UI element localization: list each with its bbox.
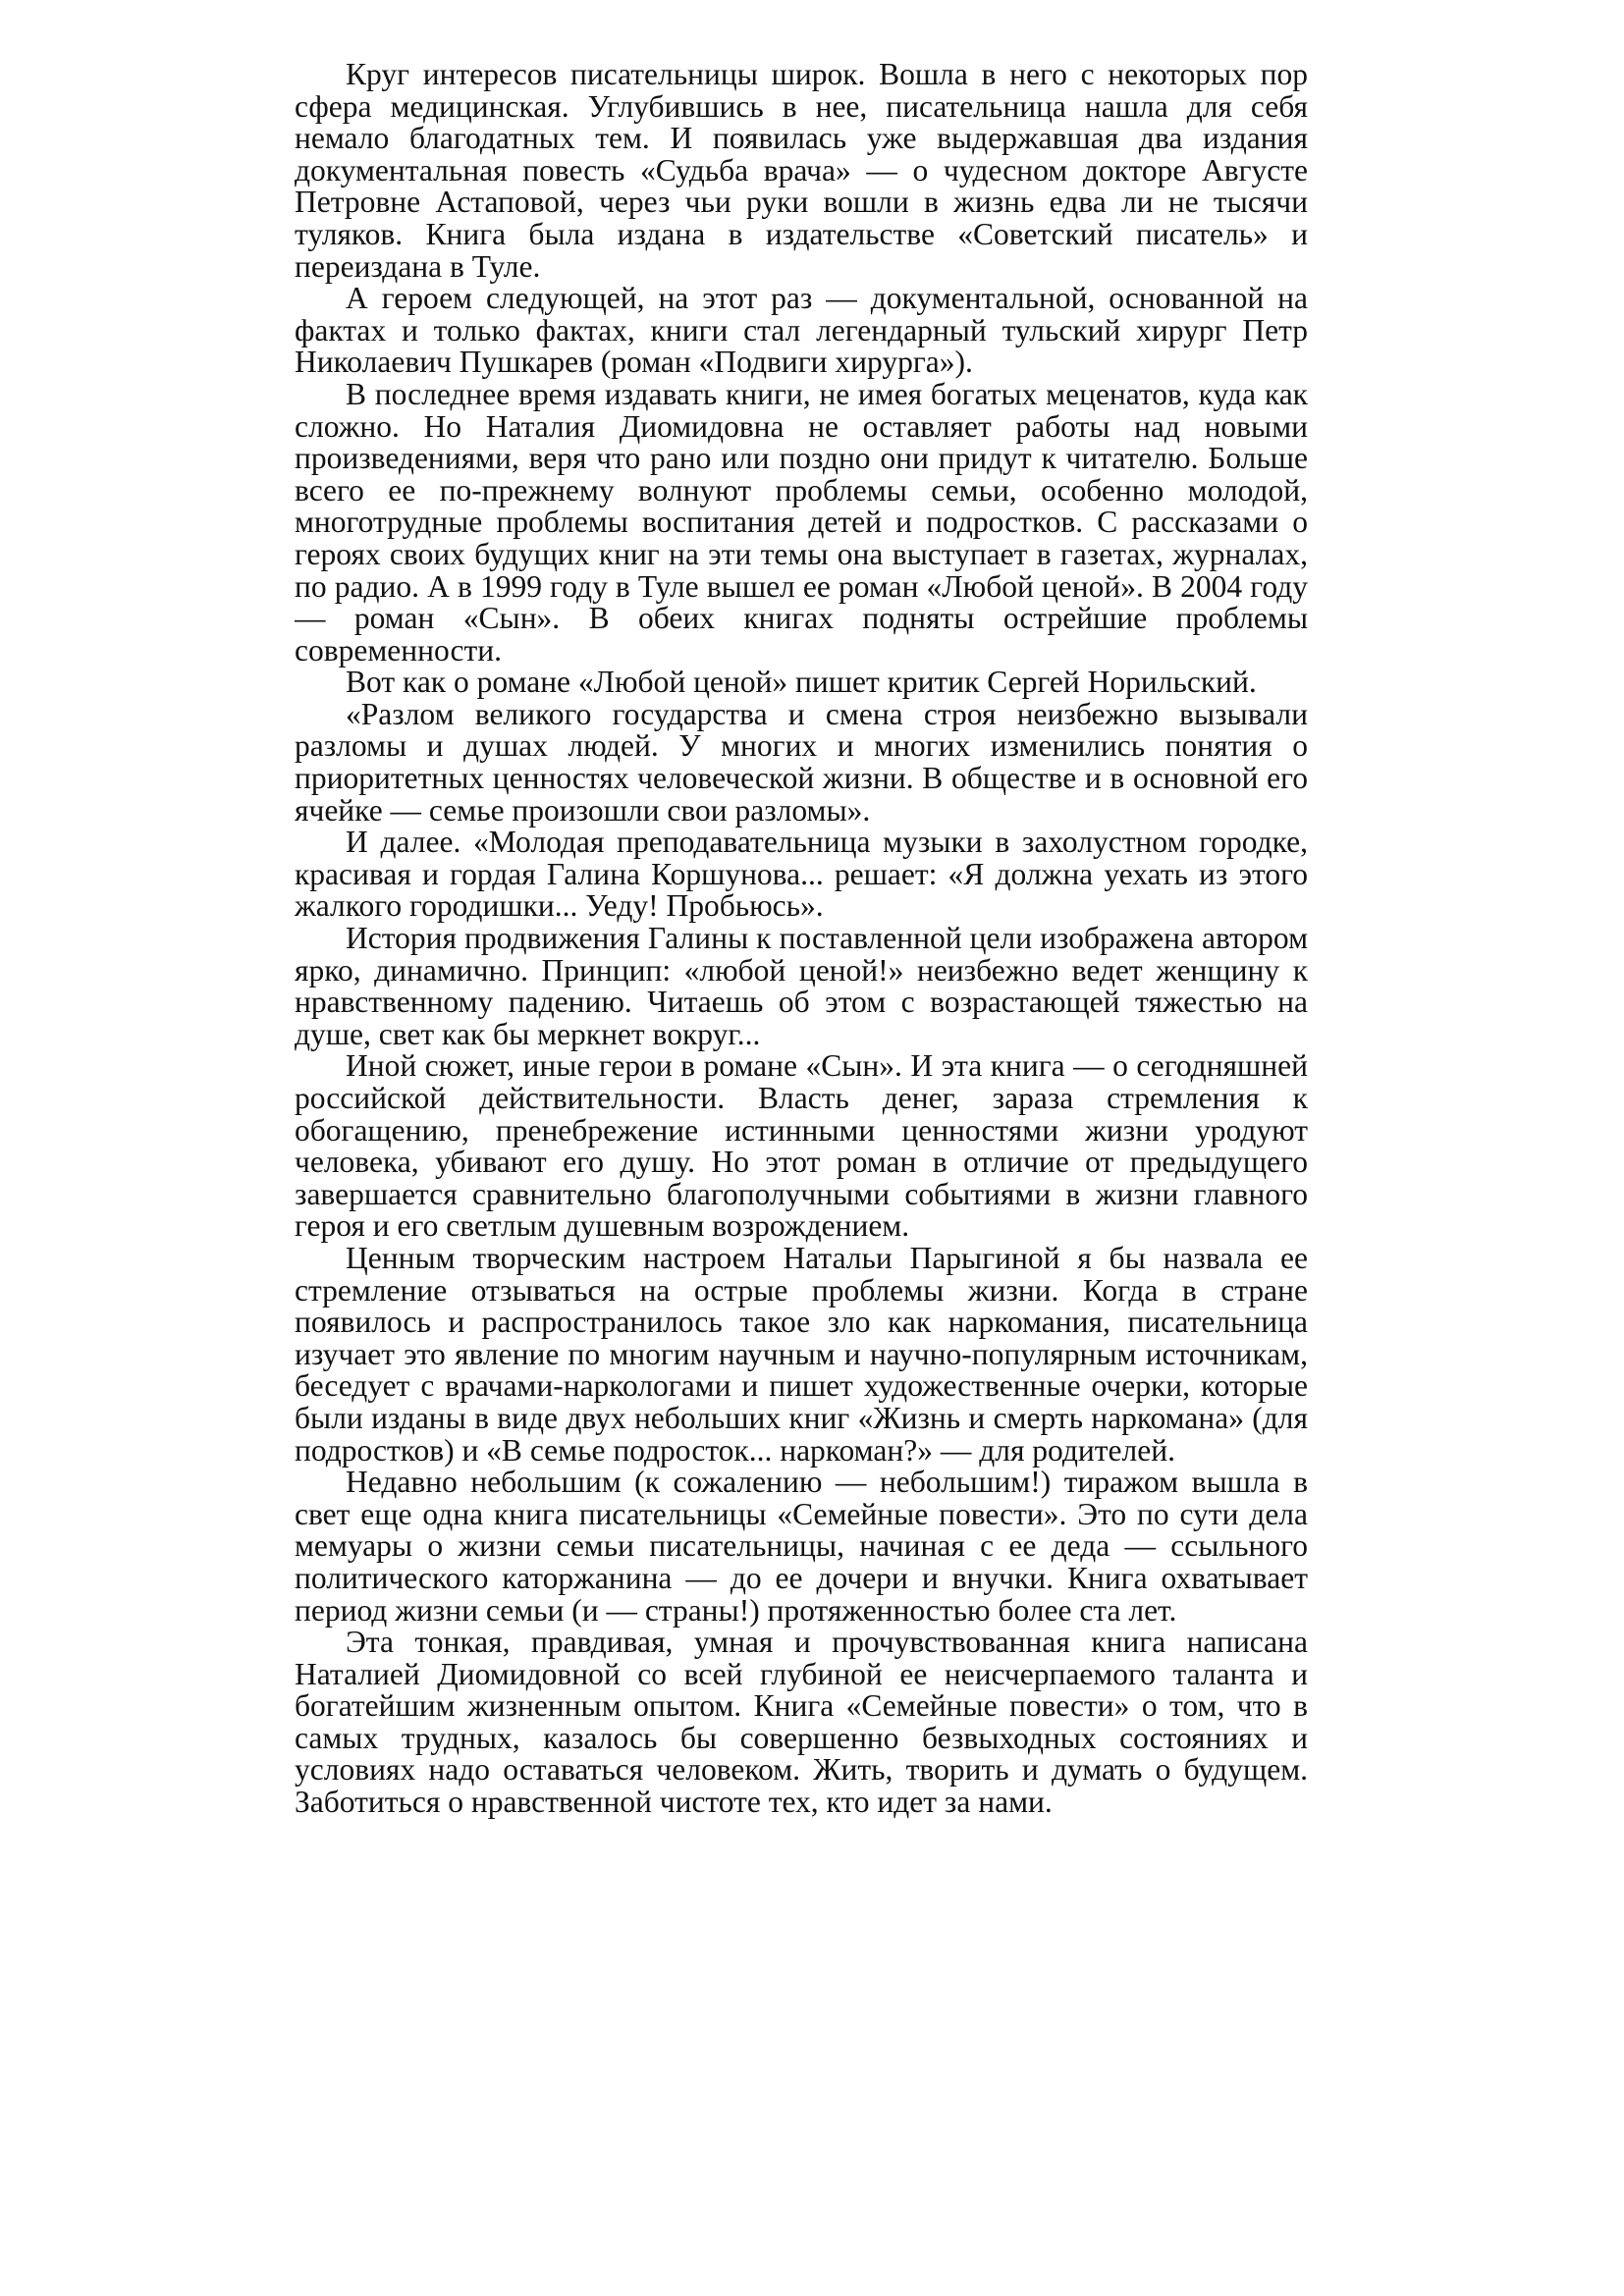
paragraph: «Разлом великого государства и смена строя неизбежно вызывали разломы и душах людей. У многих и многих изменились понятия о приоритетных ценностях человеческой жизни. В обществе и в основной его ячейке — семье произошли свои разломы». <box>295 696 1308 828</box>
paragraph: В последнее время издавать книги, не имея богатых меценатов, куда как сложно. Но Наталия Диомидовна не оставляет работы над новыми произведениями, веря что рано или поздно они придут к читателю. Больше всего ее по-прежнему волнуют проблемы семьи, особенно молодой, многотрудные проблемы воспитания детей и подростков. С рассказами о героях своих будущих книг на эти темы она выступает в газетах, журналах, по радио. А в 1999 году в Туле вышел ее роман «Любой ценой». В 2004 году — роман «Сын». В обеих книгах подняты острейшие проблемы современности. <box>295 376 1308 667</box>
document-page <box>295 59 1308 2258</box>
paragraph: Вот как о романе «Любой ценой» пишет критик Сергей Норильский. <box>346 665 1257 700</box>
paragraph: А героем следующей, на этот раз — документальной, основанной на фактах и только фактах, книги стал легендарный тульский хирург Петр Николаевич Пушкарев (роман «Подвиги хирурга»). <box>295 281 1308 380</box>
paragraph: Недавно небольшим (к сожалению — небольшим!) тиражом вышла в свет еще одна книга писательницы «Семейные повести». Это по сути дела мемуары о жизни семьи писательницы, начиная с ее деда — ссыльного политического каторжанина — до ее дочери и внучки. Книга охватывает период жизни семьи (и — страны!) протяженностью более ста лет. <box>295 1465 1308 1628</box>
paragraph: Круг интересов писательницы широк. Вошла в него с некоторых пор сфера медицинская. Углубившись в нее, писательница нашла для себя немало благодатных тем. И появилась уже выдержавшая два издания документальная повесть «Судьба врача» — о чудесном докторе Августе Петровне Астаповой, через чьи руки вошли в жизнь едва ли не тысячи туляков. Книга была издана в издательстве «Советский писатель» и переиздана в Туле. <box>295 59 1308 284</box>
paragraph: Эта тонкая, правдивая, умная и прочувствованная книга написана Наталией Диомидовной со всей глубиной ее неисчерпаемого таланта и богатейшим жизненным опытом. Книга «Семейные повести» о том, что в самых трудных, казалось бы совершенно безвыходных состояниях и условиях надо оставаться человеком. Жить, творить и думать о будущем. Заботиться о нравственной чистоте тех, кто идет за нами. <box>295 1625 1308 1820</box>
paragraph: История продвижения Галины к поставленной цели изображена автором ярко, динамично. Принцип: «любой ценой!» неизбежно ведет женщину к нравственному падению. Читаешь об этом с возрастающей тяжестью на душе, свет как бы меркнет вокруг... <box>295 921 1308 1051</box>
paragraph: Ценным творческим настроем Натальи Парыгиной я бы назвала ее стремление отзываться на острые проблемы жизни. Когда в стране появилось и распространилось такое зло как наркомания, писательница изучает это явление по многим научным и научно-популярным источникам, беседует с врачами-наркологами и пишет художественные очерки, которые были изданы в виде двух небольших книг «Жизнь и смерть наркомана» (для подростков) и «В семье подросток... наркоман?» — для родителей. <box>295 1240 1308 1468</box>
paragraph: Иной сюжет, иные герои в романе «Сын». И эта книга — о сегодняшней российской действительности. Власть денег, зараза стремления к обогащению, пренебрежение истинными ценностями жизни уродуют человека, убивают его душу. Но этот роман в отличие от предыдущего завершается сравнительно благополучными событиями в жизни главного героя и его светлым душевным возрождением. <box>295 1048 1308 1244</box>
paragraph: И далее. «Молодая преподавательница музыки в захолустном городке, красивая и гордая Галина Коршунова... решает: «Я должна уехать из этого жалкого городишки... Уеду! Пробьюсь». <box>295 825 1308 924</box>
